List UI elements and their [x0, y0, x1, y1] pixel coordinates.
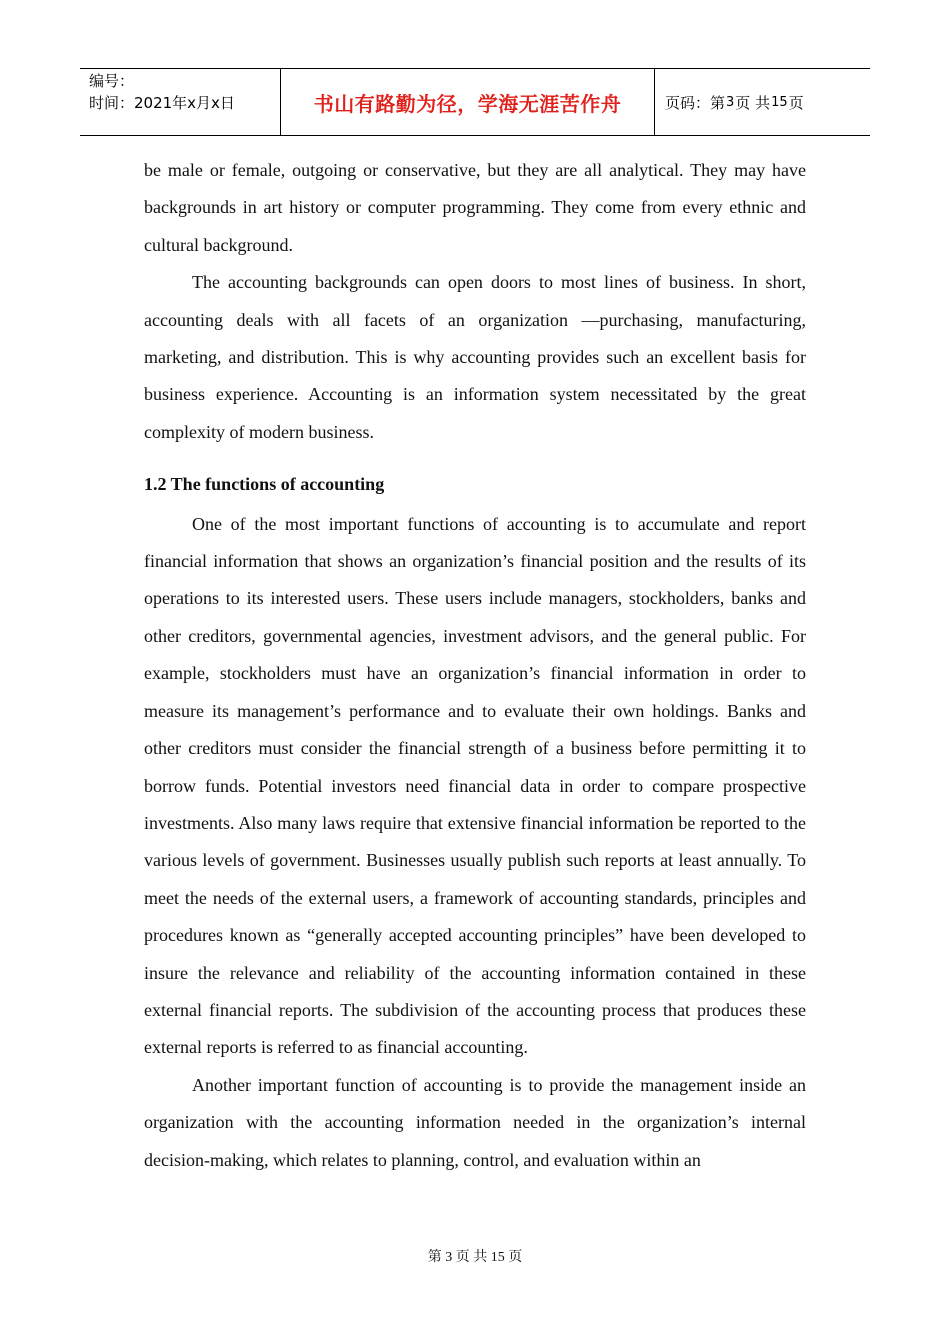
page-suffix: 页	[788, 93, 804, 112]
page-header	[80, 68, 870, 136]
paragraph: Another important function of accounting is to provide the management inside an organization with the accounting information needed in the organization’s internal decision-making, which relates to planning, control, and evaluation within an	[144, 1074, 806, 1170]
paragraph: be male or female, outgoing or conservative, but they are all analytical. They may have backgrounds in art history or computer programming. They come from every ethnic and cultural background.	[144, 160, 806, 255]
page-total: 15	[771, 94, 788, 110]
paragraph: One of the most important functions of accounting is to accumulate and report financial information that shows an organization’s financial position and the results of its operations to its interested users. These users include managers, stockholders, banks and other creditors, governmental agencies, investment advisors, and the general public. For example, stockholders must have an organization’s financial information in order to measure its management’s performance and to evaluate their own holdings. Banks and other creditors must consider the financial strength of a business before permitting it to borrow funds. Potential investors need financial data in order to compare prospective investments. Also many laws require that extensive financial information be reported to the various levels of government. Businesses usually publish such reports at least annually. To meet the needs of the external users, a framework of accounting standards, principles and procedures known as “generally accepted accounting principles” have been developed to insure the relevance and reliability of the accounting information contained in these external financial reports. The subdivision of the accounting process that produces these external reports is referred to as financial accounting.	[144, 513, 806, 1058]
paragraph: The accounting backgrounds can open doors to most lines of business. In short, accounting deals with all facets of an organization —purchasing, manufacturing, marketing, and distribution. This is why accounting provides such an excellent basis for business experience. Accounting is an information system necessitated by the great complexity of modern business.	[144, 272, 806, 442]
page-footer: 第 3 页 共 15 页	[427, 1250, 523, 1265]
document-body	[144, 152, 806, 1179]
date-label: 时间：2021年x月x日	[89, 94, 235, 112]
page-current: 3	[726, 94, 735, 110]
header-page-indicator	[655, 69, 870, 135]
page-mid: 页 共	[735, 93, 771, 112]
page-prefix: 页码：第	[665, 93, 726, 112]
section-heading: 1.2 The functions of accounting	[144, 474, 385, 495]
header-motto: 书山有路勤为径，学海无涯苦作舟	[281, 69, 655, 135]
header-meta	[80, 69, 281, 135]
serial-number-label: 编号：	[89, 72, 135, 90]
